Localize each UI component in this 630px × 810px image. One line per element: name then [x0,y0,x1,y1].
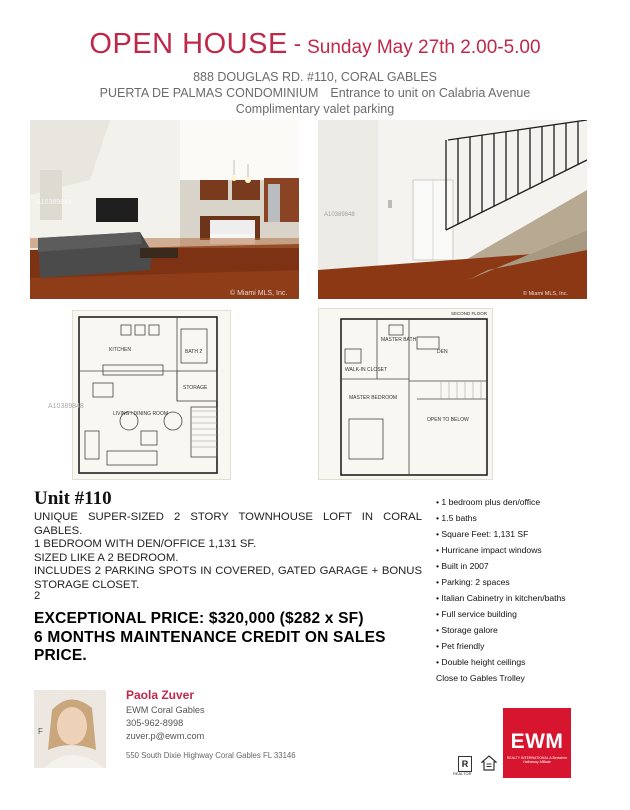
feature-item: • Pet friendly [436,641,485,651]
agent-name: Paola Zuver [126,688,195,702]
description-line: SIZED LIKE A 2 BEDROOM. [34,551,179,564]
plan-label-den: DEN [437,349,448,355]
staircase-photo [318,120,587,299]
ewm-logo-text: EWM [510,730,564,753]
photo-watermark: A10389848 [36,199,72,206]
plan-label-walkin: WALK-IN CLOSET [345,367,388,373]
feature-item: • Hurricane impact windows [436,545,542,555]
plan-watermark: A10389848 [48,403,84,410]
description-line: UNIQUE SUPER-SIZED 2 STORY TOWNHOUSE LOFT IN CORAL GABLES. [34,511,422,537]
agent-phone[interactable]: 305-962-8998 [126,718,184,728]
building-line [0,86,630,100]
plan-label-master-bedroom: MASTER BEDROOM [349,395,398,401]
feature-item: • Italian Cabinetry in kitchen/baths [436,593,566,603]
address-line: 888 DOUGLAS RD. #110, CORAL GABLES [193,70,437,84]
price-line: EXCEPTIONAL PRICE: $320,000 ($282 x SF) [34,610,364,627]
equal-housing-icon [481,755,497,776]
page-header [0,28,630,61]
title-separator: - [293,31,302,56]
photo-watermark: A10389848 [324,212,355,218]
description-line: 2 [34,590,41,602]
photo-copyright: © Miami MLS, Inc. [523,291,569,297]
agent-photo [34,690,106,768]
open-house-date: Sunday May 27th 2.00-5.00 [307,37,541,58]
realtor-icon: R [458,756,472,772]
plan-label-bath: BATH 2 [185,349,203,355]
photo-copyright: © Miami MLS, Inc. [230,290,288,297]
parking-note: Complimentary valet parking [235,102,395,116]
entrance-note: Entrance to unit on Calabria Avenue [330,86,531,100]
living-room-photo [30,120,299,299]
agent-address: 550 South Dixie Highway Coral Gables FL 33146 [126,751,296,760]
description-line: INCLUDES 2 PARKING SPOTS IN COVERED, GATED GARAGE + BONUS STORAGE CLOSET. [34,565,422,591]
realtor-label: REALTOR [453,771,472,776]
plan-label-master-bath: MASTER BATH [381,337,417,343]
description-line: 1 BEDROOM WITH DEN/OFFICE 1,131 SF. [34,538,257,550]
building-name: PUERTA DE PALMAS CONDOMINIUM [99,86,319,100]
feature-item: • 1.5 baths [436,513,477,523]
second-floor-plan [318,308,493,480]
feature-list [436,494,616,686]
plan-label-kitchen: KITCHEN [109,347,131,353]
ewm-logo [503,708,571,778]
first-floor-plan [72,310,231,480]
second-floor-title: SECOND FLOOR [451,311,488,316]
feature-item: • Full service building [436,609,517,619]
agent-email[interactable]: zuver.p@ewm.com [126,731,205,741]
credit-line: 6 MONTHS MAINTENANCE CREDIT ON SALES PRICE. [34,628,386,664]
price-block [34,610,434,666]
feature-item: Close to Gables Trolley [436,673,525,683]
ewm-logo-tagline: REALTY INTERNATIONAL A Berkshire Hathaway Affiliate [506,756,568,764]
feature-item: • Built in 2007 [436,561,489,571]
plan-label-open: OPEN TO BELOW [427,417,469,423]
open-house-title: OPEN HOUSE [89,28,288,60]
agent-company: EWM Coral Gables [126,705,205,715]
feature-item: • Double height ceilings [436,657,526,667]
agent-photo-letter: F [38,727,43,736]
plan-label-storage: STORAGE [183,385,208,391]
plan-label-living: LIVING / DINING ROOM [113,411,169,417]
unit-number: Unit #110 [34,488,112,509]
feature-item: • Square Feet: 1,131 SF [436,529,529,539]
listing-description [34,511,422,600]
feature-item: • Storage galore [436,625,498,635]
feature-item: • Parking: 2 spaces [436,577,510,587]
feature-item: • 1 bedroom plus den/office [436,497,541,507]
